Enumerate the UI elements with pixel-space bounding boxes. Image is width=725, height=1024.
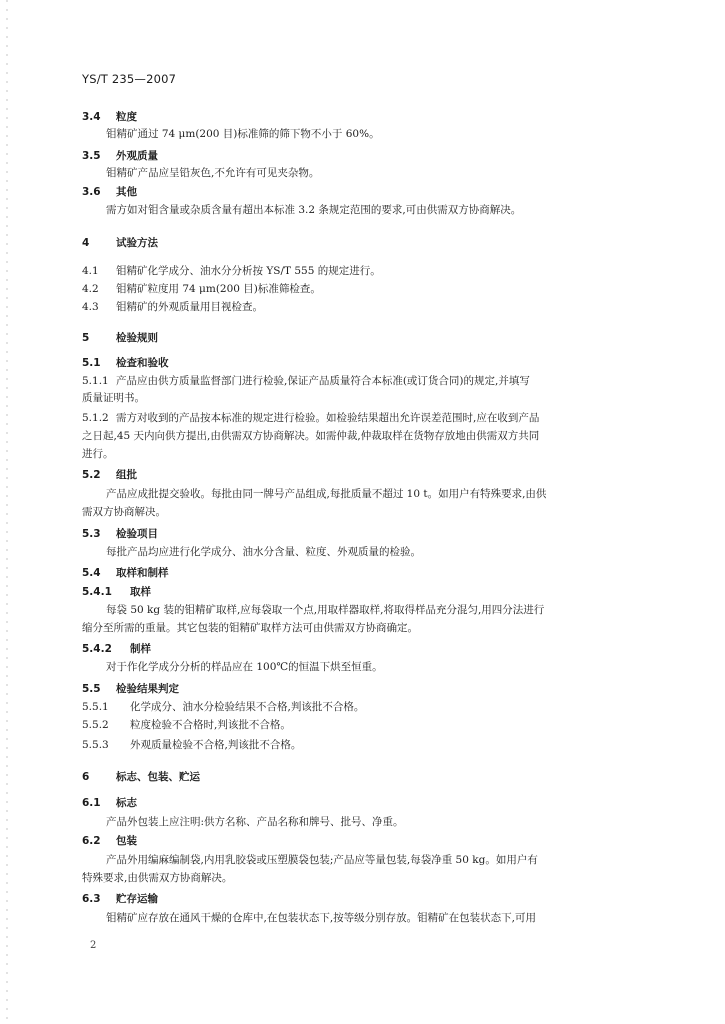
standard-number: YS/T 235—2007: [82, 72, 177, 86]
scan-edge-artifact: [6, 0, 8, 1024]
body-6-3: 钼精矿应存放在通风干燥的仓库中,在包装状态下,按等级分别存放。钼精矿在包装状态下,可用: [106, 912, 537, 924]
clause-4-2: 4.2 钼精矿粒度用 74 μm(200 目)标准筛检查。: [82, 283, 321, 295]
heading-6-3: 6.3 贮存运输: [82, 893, 158, 905]
body-3-6: 需方如对钼含量或杂质含量有超出本标准 3.2 条规定范围的要求,可由供需双方协商解决。: [106, 204, 522, 216]
page-number: 2: [90, 940, 97, 951]
heading-5-4-1: 5.4.1 取样: [82, 586, 151, 598]
clause-5-1-2: 5.1.2 需方对收到的产品按本标准的规定进行检验。如检验结果超出允许误差范围时,应在收到产品: [82, 412, 540, 424]
heading-5-4-2: 5.4.2 制样: [82, 643, 151, 655]
body-3-4: 钼精矿通过 74 μm(200 目)标准筛的筛下物不小于 60%。: [106, 128, 380, 140]
clause-5-1-2-cont: 之日起,45 天内向供方提出,由供需双方协商解决。如需仲裁,仲裁取样在货物存放地由供需双方共同: [82, 430, 540, 442]
heading-3-5: 3.5 外观质量: [82, 150, 158, 162]
body-5-2-cont: 需双方协商解决。: [82, 506, 166, 518]
clause-5-5-1: 5.5.1 化学成分、油水分检验结果不合格,判该批不合格。: [82, 701, 365, 713]
body-6-2-cont: 特殊要求,由供需双方协商解决。: [82, 872, 233, 884]
body-6-2: 产品外用编麻编制袋,内用乳胶袋或压塑膜袋包装;产品应等量包装,每袋净重 50 kg。如用户有: [106, 854, 538, 866]
clause-5-1-1: 5.1.1 产品应由供方质量监督部门进行检验,保证产品质量符合本标准(或订货合同)的规定,并填写: [82, 375, 530, 387]
clause-5-1-1-cont: 质量证明书。: [82, 392, 145, 404]
body-5-4-2: 对于作化学成分分析的样品应在 100℃的恒温下烘至恒重。: [106, 661, 383, 673]
heading-6: 6 标志、包装、贮运: [82, 771, 200, 783]
heading-5-1: 5.1 检查和验收: [82, 357, 169, 369]
heading-6-2: 6.2 包装: [82, 835, 137, 847]
body-5-4-1: 每袋 50 kg 装的钼精矿取样,应每袋取一个点,用取样器取样,将取得样品充分混匀,用四分法进行: [106, 604, 545, 616]
body-3-5: 钼精矿产品应呈铅灰色,不允许有可见夹杂物。: [106, 167, 320, 179]
clause-5-1-2-cont2: 进行。: [82, 448, 114, 460]
clause-4-3: 4.3 钼精矿的外观质量用目视检查。: [82, 301, 263, 313]
heading-3-6: 3.6 其他: [82, 186, 137, 198]
heading-5: 5 检验规则: [82, 332, 158, 344]
clause-5-5-2: 5.5.2 粒度检验不合格时,判该批不合格。: [82, 719, 291, 731]
heading-4: 4 试验方法: [82, 237, 158, 249]
heading-5-5: 5.5 检验结果判定: [82, 683, 179, 695]
clause-4-1: 4.1 钼精矿化学成分、油水分分析按 YS/T 555 的规定进行。: [82, 265, 381, 277]
heading-6-1: 6.1 标志: [82, 797, 137, 809]
body-5-4-1-cont: 缩分至所需的重量。其它包装的钼精矿取样方法可由供需双方协商确定。: [82, 622, 418, 634]
heading-5-3: 5.3 检验项目: [82, 528, 158, 540]
heading-3-4: 3.4 粒度: [82, 111, 137, 123]
heading-5-2: 5.2 组批: [82, 469, 137, 481]
body-5-2: 产品应成批提交验收。每批由同一牌号产品组成,每批质量不超过 10 t。如用户有特殊要求,由供: [106, 488, 547, 500]
body-5-3: 每批产品均应进行化学成分、油水分含量、粒度、外观质量的检验。: [106, 546, 421, 558]
heading-5-4: 5.4 取样和制样: [82, 567, 169, 579]
body-6-1: 产品外包装上应注明:供方名称、产品名称和牌号、批号、净重。: [106, 816, 404, 828]
clause-5-5-3: 5.5.3 外观质量检验不合格,判该批不合格。: [82, 739, 302, 751]
